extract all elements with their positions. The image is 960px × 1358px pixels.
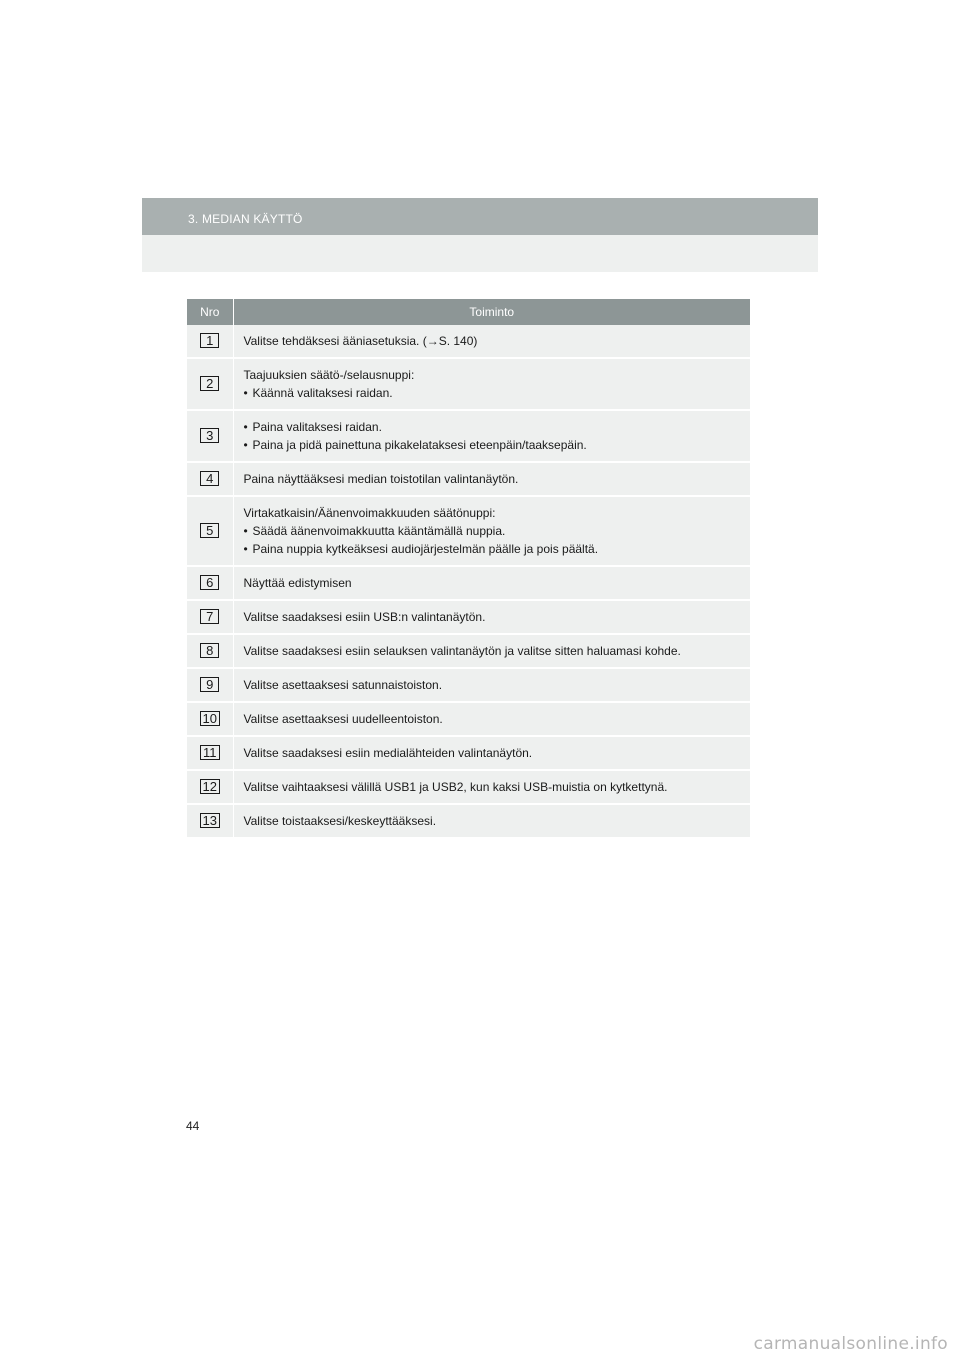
row-number-box: 4 xyxy=(200,471,219,486)
row-number-box: 9 xyxy=(200,677,219,692)
row-number-box: 13 xyxy=(200,813,220,828)
line-text: Virtakatkaisin/Äänenvoimakkuuden säätönuppi: xyxy=(243,506,496,520)
line-text: Paina nuppia kytkeäksesi audiojärjestelmän päälle ja pois päältä. xyxy=(252,542,599,556)
line-text: Paina valitaksesi raidan. xyxy=(252,420,382,434)
bullet-icon: • xyxy=(243,438,248,452)
description-line xyxy=(244,780,745,795)
function-table xyxy=(187,299,750,839)
row-number-box: 11 xyxy=(200,745,220,760)
row-number-box: 1 xyxy=(200,333,219,348)
description-line xyxy=(244,576,745,591)
row-number-cell xyxy=(187,410,233,462)
row-description-cell xyxy=(233,668,750,702)
row-number-cell xyxy=(187,770,233,804)
line-text: Valitse vaihtaaksesi välillä USB1 ja USB2, kun kaksi USB-muistia on kytkettynä. xyxy=(243,780,668,794)
line-text: Valitse toistaaksesi/keskeyttääksesi. xyxy=(243,814,437,828)
column-header-function: Toiminto xyxy=(233,299,750,325)
bullet-line xyxy=(244,420,745,435)
description-line xyxy=(244,610,745,625)
line-text: Valitse asettaaksesi satunnaistoiston. xyxy=(243,678,443,692)
section-header-subband xyxy=(142,235,818,272)
table-row xyxy=(187,325,750,358)
table-body xyxy=(187,325,750,838)
row-description-cell xyxy=(233,325,750,358)
line-text: Valitse asettaaksesi uudelleentoiston. xyxy=(243,712,443,726)
table-row xyxy=(187,566,750,600)
row-description-cell xyxy=(233,462,750,496)
bullet-line xyxy=(244,524,745,539)
row-number-box: 6 xyxy=(200,575,219,590)
row-number-box: 2 xyxy=(200,376,219,391)
description-line xyxy=(244,644,745,659)
row-description-cell xyxy=(233,634,750,668)
row-number-box: 3 xyxy=(200,428,219,443)
row-description-cell xyxy=(233,702,750,736)
row-description-cell xyxy=(233,410,750,462)
bullet-icon: • xyxy=(243,386,248,400)
description-line xyxy=(244,472,745,487)
line-text: Valitse saadaksesi esiin medialähteiden valintanäytön. xyxy=(243,746,533,760)
description-line xyxy=(244,814,745,829)
section-title: 3. MEDIAN KÄYTTÖ xyxy=(188,212,303,226)
section-header-band xyxy=(142,198,818,235)
table-row xyxy=(187,736,750,770)
table-row xyxy=(187,804,750,838)
row-description-cell xyxy=(233,770,750,804)
row-number-cell xyxy=(187,325,233,358)
description-line xyxy=(244,334,745,349)
table-row xyxy=(187,410,750,462)
row-number-cell xyxy=(187,634,233,668)
row-number-cell xyxy=(187,668,233,702)
row-number-cell xyxy=(187,566,233,600)
row-number-cell xyxy=(187,600,233,634)
table-row xyxy=(187,462,750,496)
table-row xyxy=(187,770,750,804)
line-text: Paina ja pidä painettuna pikakelataksesi eteenpäin/taaksepäin. xyxy=(252,438,587,452)
row-description-cell xyxy=(233,736,750,770)
row-description-cell xyxy=(233,566,750,600)
table-row xyxy=(187,634,750,668)
row-description-cell xyxy=(233,496,750,566)
bullet-line xyxy=(244,542,745,557)
page-number: 44 xyxy=(186,1119,200,1133)
watermark: carmanualsonline.info xyxy=(753,1334,948,1354)
line-text: Käännä valitaksesi raidan. xyxy=(252,386,393,400)
table-row xyxy=(187,702,750,736)
bullet-icon: • xyxy=(243,420,248,434)
row-number-cell xyxy=(187,462,233,496)
row-description-cell xyxy=(233,804,750,838)
row-description-cell xyxy=(233,600,750,634)
row-number-box: 12 xyxy=(200,779,220,794)
line-text: Näyttää edistymisen xyxy=(243,576,352,590)
row-number-box: 8 xyxy=(200,643,219,658)
line-text: Paina näyttääksesi median toistotilan valintanäytön. xyxy=(243,472,519,486)
line-text: Valitse saadaksesi esiin selauksen valintanäytön ja valitse sitten haluamasi kohde. xyxy=(243,644,681,658)
table-header-row xyxy=(187,299,750,325)
row-number-cell xyxy=(187,736,233,770)
row-number-cell xyxy=(187,496,233,566)
bullet-line xyxy=(244,438,745,453)
table-row xyxy=(187,358,750,410)
description-line xyxy=(244,506,745,521)
row-number-cell xyxy=(187,804,233,838)
row-number-box: 5 xyxy=(200,523,219,538)
row-number-cell xyxy=(187,702,233,736)
bullet-icon: • xyxy=(243,524,248,538)
row-number-box: 7 xyxy=(200,609,219,624)
column-header-no: Nro xyxy=(187,299,233,325)
line-text: Valitse saadaksesi esiin USB:n valintanäytön. xyxy=(243,610,486,624)
row-number-cell xyxy=(187,358,233,410)
table-row xyxy=(187,496,750,566)
line-text: Taajuuksien säätö-/selausnuppi: xyxy=(243,368,415,382)
bullet-icon: • xyxy=(243,542,248,556)
description-line xyxy=(244,746,745,761)
description-line xyxy=(244,712,745,727)
row-description-cell xyxy=(233,358,750,410)
line-text: Valitse tehdäksesi ääniasetuksia. (→S. 140) xyxy=(243,334,478,348)
line-text: Säädä äänenvoimakkuutta kääntämällä nuppia. xyxy=(252,524,506,538)
table-row xyxy=(187,668,750,702)
row-number-box: 10 xyxy=(200,711,220,726)
table-row xyxy=(187,600,750,634)
description-line xyxy=(244,368,745,383)
bullet-line xyxy=(244,386,745,401)
description-line xyxy=(244,678,745,693)
